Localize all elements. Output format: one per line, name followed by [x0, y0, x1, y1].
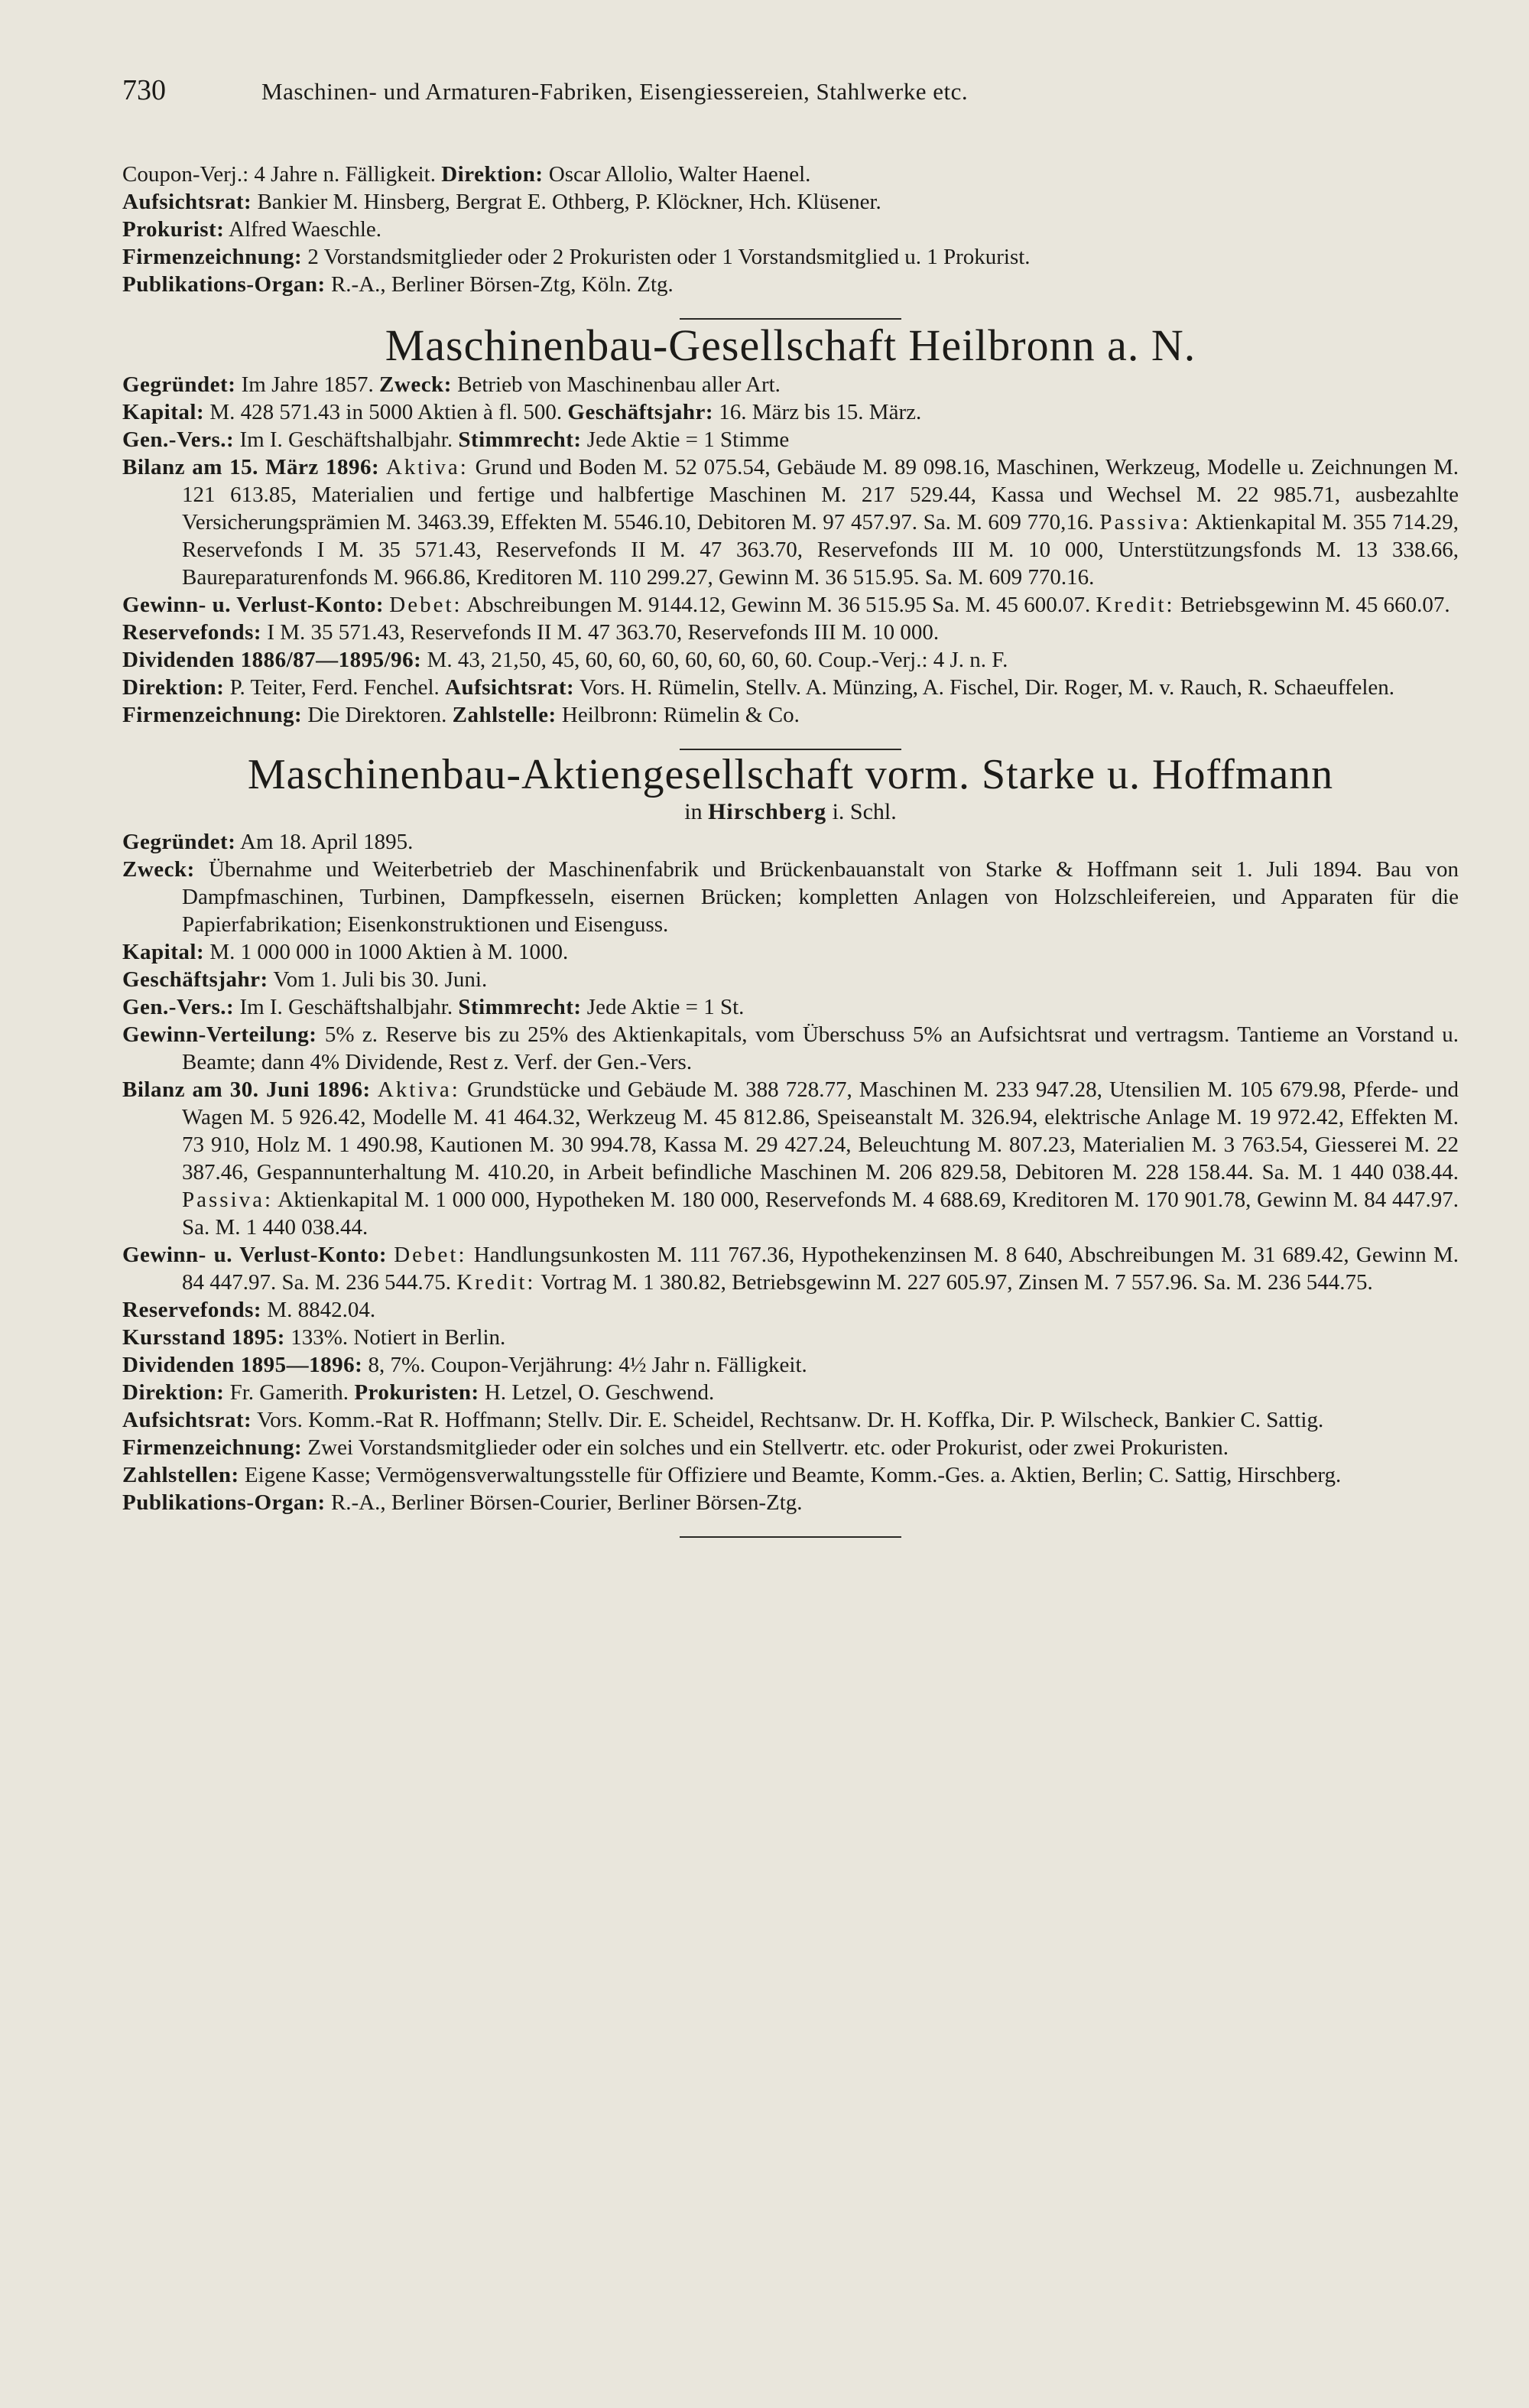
entry-coupon-direktion: Coupon-Verj.: 4 Jahre n. Fälligkeit. Direktion: Oscar Allolio, Walter Haenel.: [122, 162, 811, 187]
entry-firmenzeichnung-zahlstelle: Firmenzeichnung: Die Direktoren. Zahlstelle: Heilbronn: Rümelin & Co.: [122, 703, 800, 727]
entry-kapital: Kapital: M. 428 571.43 in 5000 Aktien à fl. 500. Geschäftsjahr: 16. März bis 15. März.: [122, 400, 922, 424]
entry-gegruendet: Gegründet: Im Jahre 1857. Zweck: Betrieb von Maschinenbau aller Art.: [122, 372, 781, 397]
entry-kapital: Kapital: M. 1 000 000 in 1000 Aktien à M. 1000.: [122, 940, 569, 964]
company-location: in Hirschberg i. Schl.: [684, 799, 897, 824]
entry-gen-vers: Gen.-Vers.: Im I. Geschäftshalbjahr. Stimmrecht: Jede Aktie = 1 Stimme: [122, 427, 790, 452]
entry-gegruendet: Gegründet: Am 18. April 1895.: [122, 830, 414, 854]
entry-prokurist: Prokurist: Alfred Waeschle.: [122, 217, 382, 242]
entry-reservefonds: Reservefonds: I M. 35 571.43, Reservefonds II M. 47 363.70, Reservefonds III M. 10 000.: [122, 620, 940, 645]
entry-reservefonds: Reservefonds: M. 8842.04.: [122, 1298, 376, 1322]
running-title: Maschinen- und Armaturen-Fabriken, Eisengiessereien, Stahlwerke etc.: [261, 78, 969, 105]
entry-publikations-organ: Publikations-Organ: R.-A., Berliner Börsen-Ztg, Köln. Ztg.: [122, 272, 674, 297]
entry-gen-vers: Gen.-Vers.: Im I. Geschäftshalbjahr. Stimmrecht: Jede Aktie = 1 St.: [122, 995, 745, 1019]
entry-zweck: Zweck: Übernahme und Weiterbetrieb der Maschinenfabrik und Brückenbauanstalt von Starke & Hoffmann seit 1. Juli 1894. Bau von Dampfmaschinen, Turbinen, Dampfkesseln, eisernen Brücken; kompletten Anlagen von Holzschleifereien, und Apparaten für die Papierfabrikation; Eisenkonstruktionen und Eisenguss.: [122, 857, 1459, 937]
entry-kursstand: Kursstand 1895: 133%. Notiert in Berlin.: [122, 1325, 506, 1350]
entry-bilanz: Bilanz am 30. Juni 1896: Aktiva: Grundstücke und Gebäude M. 388 728.77, Maschinen M. 233 947.28, Utensilien M. 105 679.98, Pferde- und Wagen M. 5 926.42, Modelle M. 41 464.32, Werkzeug M. 45 812.86, Speiseanstalt M. 326.94, elektrische Anlage M. 19 972.42, Effekten M. 73 910, Holz M. 1 490.98, Kautionen M. 30 994.78, Kassa M. 29 427.24, Beleuchtung M. 807.23, Materialien M. 3 763.54, Giesserei M. 22 387.46, Gespannunterhaltung M. 410.20, in Arbeit befindliche Maschinen M. 206 829.58, Debitoren M. 228 158.44. Sa. M. 1 440 038.44. Passiva: Aktienkapital M. 1 000 000, Hypotheken M. 180 000, Reservefonds M. 4 688.69, Kreditoren M. 170 901.78, Gewinn M. 84 447.97. Sa. M. 1 440 038.44.: [122, 1077, 1459, 1240]
page-number: 730: [122, 74, 166, 106]
entry-aufsichtsrat: Aufsichtsrat: Vors. Komm.-Rat R. Hoffmann; Stellv. Dir. E. Scheidel, Rechtsanw. Dr. H. Koffka, Dir. P. Wilscheck, Bankier C. Sattig.: [122, 1408, 1324, 1432]
entry-direktion: Direktion: P. Teiter, Ferd. Fenchel. Aufsichtsrat: Vors. H. Rümelin, Stellv. A. Münzing, A. Fischel, Dir. Roger, M. v. Rauch, R. Schaeuffelen.: [122, 675, 1395, 700]
entry-zahlstellen: Zahlstellen: Eigene Kasse; Vermögensverwaltungsstelle für Offiziere und Beamte, Komm.-Ges. a. Aktien, Berlin; C. Sattig, Hirschberg.: [122, 1463, 1342, 1487]
page-header: [122, 73, 1459, 107]
entry-gewinn-verlust: Gewinn- u. Verlust-Konto: Debet: Abschreibungen M. 9144.12, Gewinn M. 36 515.95 Sa. M. 45 600.07. Kredit: Betriebsgewinn M. 45 660.07.: [122, 593, 1450, 617]
entry-firmenzeichnung: Firmenzeichnung: Zwei Vorstandsmitglieder oder ein solches und ein Stellvertr. etc. oder Prokurist, oder zwei Prokuristen.: [122, 1435, 1229, 1460]
entry-geschaeftsjahr: Geschäftsjahr: Vom 1. Juli bis 30. Juni.: [122, 967, 488, 992]
entry-gewinn-verlust: Gewinn- u. Verlust-Konto: Debet: Handlungsunkosten M. 111 767.36, Hypothekenzinsen M. 8 640, Abschreibungen M. 31 689.42, Gewinn M. 84 447.97. Sa. M. 236 544.75. Kredit: Vortrag M. 1 380.82, Betriebsgewinn M. 227 605.97, Zinsen M. 7 557.96. Sa. M. 236 544.75.: [122, 1243, 1459, 1295]
entry-bilanz: Bilanz am 15. März 1896: Aktiva: Grund und Boden M. 52 075.54, Gebäude M. 89 098.16, Maschinen, Werkzeug, Modelle u. Zeichnungen M. 121 613.85, Materialien und fertige und halbfertige Maschinen M. 217 529.44, Kassa und Wechsel M. 22 985.71, ausbezahlte Versicherungsprämien M. 3463.39, Effekten M. 5546.10, Debitoren M. 97 457.97. Sa. M. 609 770,16. Passiva: Aktienkapital M. 355 714.29, Reservefonds I M. 35 571.43, Reservefonds II M. 47 363.70, Reservefonds III M. 10 000, Unterstützungsfonds M. 13 338.66, Baureparaturenfonds M. 966.86, Kreditoren M. 110 299.27, Gewinn M. 36 515.95. Sa. M. 609 770.16.: [122, 455, 1459, 590]
company-title-heilbronn: Maschinenbau-Gesellschaft Heilbronn a. N.: [385, 320, 1196, 370]
company-title-starke-hoffmann: Maschinenbau-Aktiengesellschaft vorm. Starke u. Hoffmann: [247, 751, 1334, 798]
entry-aufsichtsrat: Aufsichtsrat: Bankier M. Hinsberg, Bergrat E. Othberg, P. Klöckner, Hch. Klüsener.: [122, 190, 881, 214]
entry-firmenzeichnung: Firmenzeichnung: 2 Vorstandsmitglieder oder 2 Prokuristen oder 1 Vorstandsmitglied u. 1 Prokurist.: [122, 245, 1031, 269]
entry-direktion: Direktion: Fr. Gamerith. Prokuristen: H. Letzel, O. Geschwend.: [122, 1380, 715, 1405]
section-divider: [680, 1536, 901, 1538]
entry-gewinn-verteilung: Gewinn-Verteilung: 5% z. Reserve bis zu 25% des Aktienkapitals, vom Überschuss 5% an Aufsichtsrat und vertragsm. Tantieme an Vorstand u. Beamte; dann 4% Dividende, Rest z. Verf. der Gen.-Vers.: [122, 1022, 1459, 1074]
entry-dividenden: Dividenden 1895—1896: 8, 7%. Coupon-Verjährung: 4½ Jahr n. Fälligkeit.: [122, 1353, 807, 1377]
entry-dividenden: Dividenden 1886/87—1895/96: M. 43, 21,50, 45, 60, 60, 60, 60, 60, 60, 60. Coup.-Verj.: 4 J. n. F.: [122, 648, 1008, 672]
entry-publikations-organ: Publikations-Organ: R.-A., Berliner Börsen-Courier, Berliner Börsen-Ztg.: [122, 1490, 803, 1515]
